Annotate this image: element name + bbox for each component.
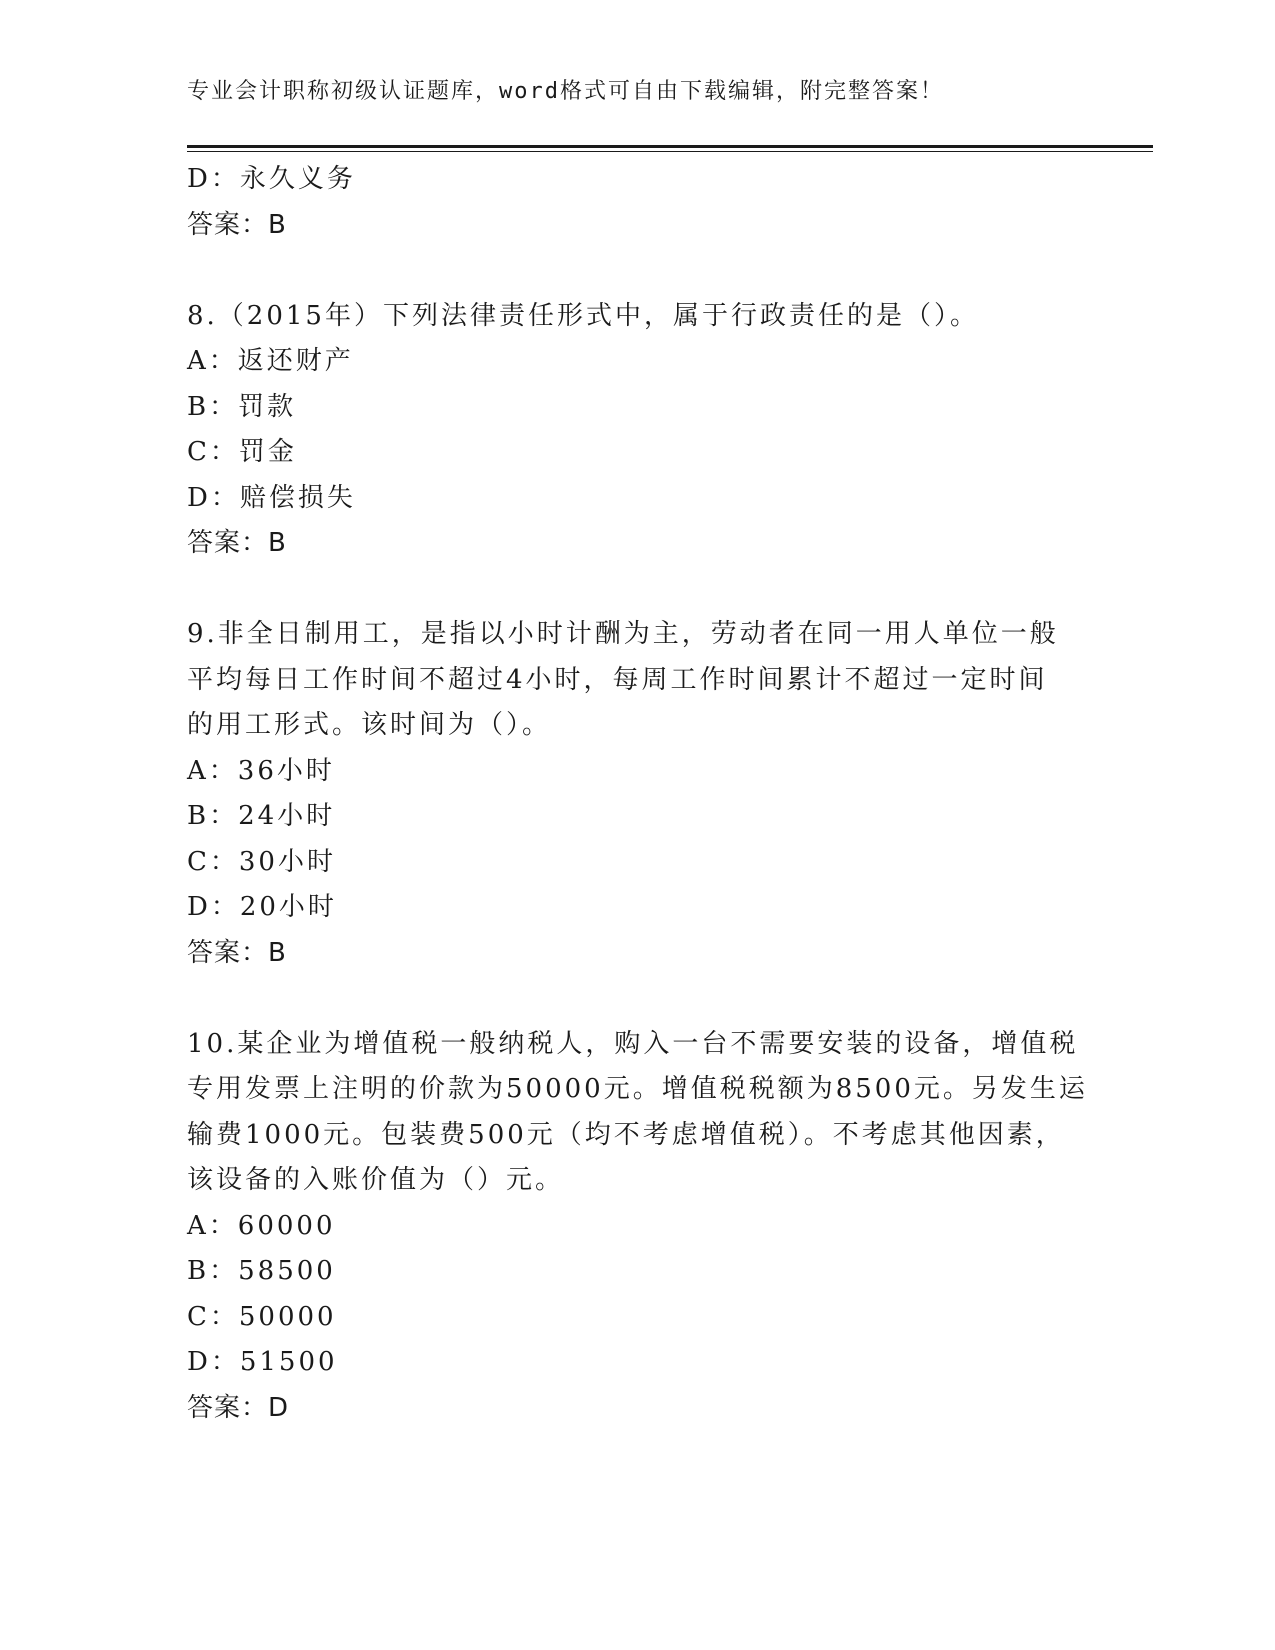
option-line: C：30小时	[187, 846, 336, 877]
question-stem: 8.（2015年）下列法律责任形式中，属于行政责任的是（）。	[187, 300, 979, 331]
question-stem: 10.某企业为增值税一般纳税人，购入一台不需要安装的设备，增值税	[187, 1028, 1079, 1059]
question-stem: 平均每日工作时间不超过4小时，每周工作时间累计不超过一定时间	[187, 664, 1048, 695]
option-line: B：24小时	[187, 801, 336, 831]
option-line: C：50000	[187, 1301, 337, 1332]
spacer	[187, 567, 1087, 613]
answer-line: 答案：B	[187, 937, 287, 968]
option-line: A：返还财产	[187, 346, 354, 376]
header-divider	[187, 145, 1153, 152]
spacer	[187, 976, 1087, 1022]
answer-line: 答案：B	[187, 209, 287, 240]
page-header: 专业会计职称初级认证题库，word格式可自由下载编辑，附完整答案！	[187, 79, 944, 104]
question-block	[187, 294, 1087, 567]
answer-line: 答案：B	[187, 528, 287, 558]
option-line: A：36小时	[187, 755, 335, 786]
spacer	[187, 248, 1087, 294]
option-line: C：罚金	[187, 437, 297, 467]
option-line: D：51500	[187, 1347, 338, 1377]
question-block	[187, 612, 1087, 976]
question-stem: 9.非全日制用工，是指以小时计酬为主，劳动者在同一用人单位一般	[187, 619, 1059, 649]
question-stem: 输费1000元。包装费500元（均不考虑增值税）。不考虑其他因素，	[187, 1119, 1065, 1150]
question-stem: 的用工形式。该时间为（）。	[187, 710, 552, 740]
option-line: D：赔偿损失	[187, 482, 356, 513]
option-line: D：20小时	[187, 892, 337, 922]
option-line: B：58500	[187, 1256, 336, 1286]
option-line: B：罚款	[187, 391, 297, 422]
answer-line: 答案：D	[187, 1392, 290, 1423]
question-stem: 专用发票上注明的价款为50000元。增值税税额为8500元。另发生运	[187, 1074, 1088, 1104]
option-line: A：60000	[187, 1210, 336, 1241]
question-block	[187, 1022, 1087, 1432]
question-list	[187, 157, 1087, 1431]
option-line: D：永久义务	[187, 164, 356, 194]
question-stem: 该设备的入账价值为（）元。	[187, 1165, 565, 1195]
